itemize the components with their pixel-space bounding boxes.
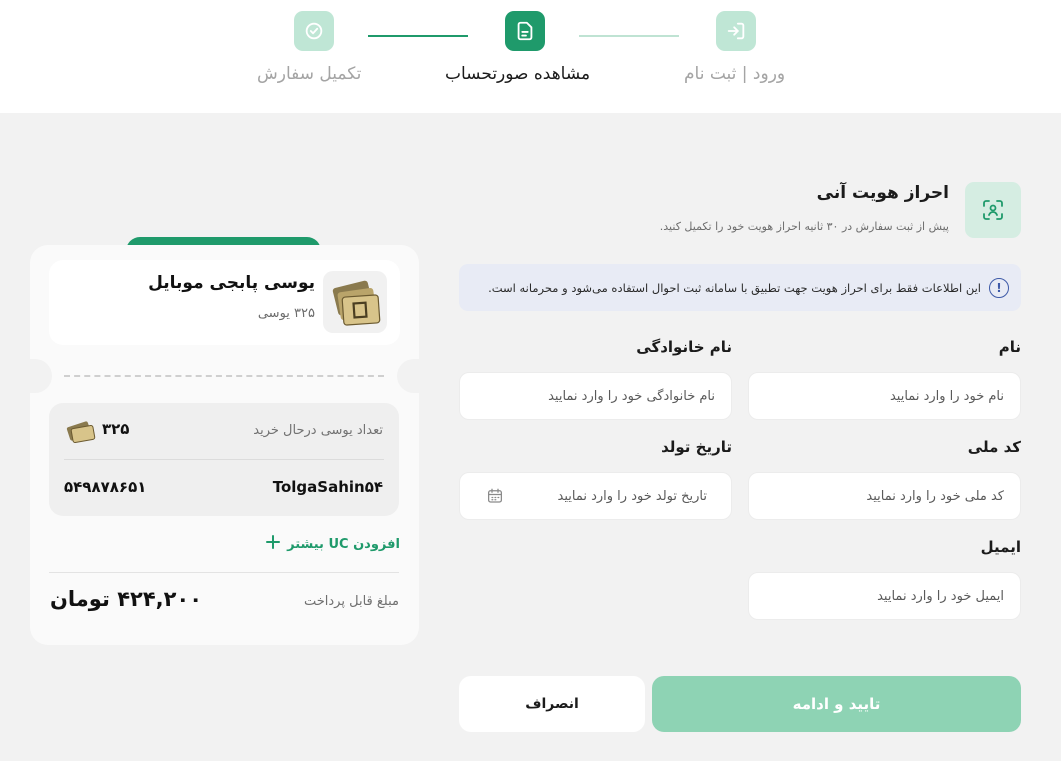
add-more-uc-button[interactable] [265, 534, 400, 554]
step-invoice-label: مشاهده صورتحساب [445, 64, 591, 84]
uc-count-label: تعداد یوسی درحال خرید [253, 423, 383, 438]
total-divider [49, 572, 399, 573]
privacy-notice [459, 264, 1021, 311]
kyc-title: احراز هویت آنی [816, 183, 949, 203]
national-code-label: کد ملی [967, 438, 1021, 456]
check-icon [294, 11, 334, 51]
kyc-subtitle: پیش از ثبت سفارش در ۳۰ ثانیه احراز هویت خود را تکمیل کنید. [659, 220, 949, 233]
details-divider [64, 459, 384, 460]
uc-coin-icon [66, 418, 98, 448]
total-amount: ۴۲۴,۲۰۰ تومان [50, 587, 203, 611]
email-input[interactable]: ایمیل خود را وارد نمایید [748, 572, 1021, 620]
uc-count-value: ۳۲۵ [102, 420, 130, 438]
cancel-button[interactable]: انصراف [459, 676, 645, 732]
step-complete-label: تکمیل سفارش [257, 64, 362, 84]
login-icon [716, 11, 756, 51]
add-more-uc-label: افزودن UC بیشتر [287, 536, 400, 552]
plus-icon [265, 534, 281, 554]
birth-date-label: تاریخ تولد [661, 438, 732, 456]
product-quantity: ۳۲۵ یوسی [257, 306, 315, 321]
email-label: ایمیل [980, 538, 1021, 556]
invoice-icon [505, 11, 545, 51]
birth-date-placeholder: تاریخ تولد خود را وارد نمایید [557, 488, 707, 504]
first-name-input[interactable]: نام خود را وارد نمایید [748, 372, 1021, 420]
confirm-continue-button[interactable]: تایید و ادامه [652, 676, 1021, 732]
last-name-input[interactable]: نام خانوادگی خود را وارد نمایید [459, 372, 732, 420]
privacy-notice-text: این اطلاعات فقط برای احراز هویت جهت تطبیق با سامانه ثبت احوال استفاده می‌شود و محرمانه است. [488, 280, 981, 295]
ticket-dashed-divider [64, 375, 384, 377]
uc-product-image [323, 271, 387, 333]
product-name: یوسی پابجی موبایل [148, 273, 315, 293]
step-connector [368, 35, 468, 37]
step-connector [579, 35, 679, 37]
player-name: TolgaSahin۵۴ [272, 478, 383, 496]
birth-date-input[interactable] [459, 472, 732, 520]
info-icon: ! [989, 278, 1009, 298]
step-login-label: ورود | ثبت نام [684, 64, 786, 84]
checkout-stepper [0, 0, 1061, 113]
total-label: مبلغ قابل پرداخت [303, 594, 399, 609]
calendar-icon[interactable] [486, 487, 504, 509]
player-id: ۵۴۹۸۷۸۶۵۱ [64, 478, 147, 496]
first-name-label: نام [998, 338, 1021, 356]
last-name-label: نام خانوادگی [636, 338, 732, 356]
national-code-input[interactable]: کد ملی خود را وارد نمایید [748, 472, 1021, 520]
face-scan-icon [965, 182, 1021, 238]
